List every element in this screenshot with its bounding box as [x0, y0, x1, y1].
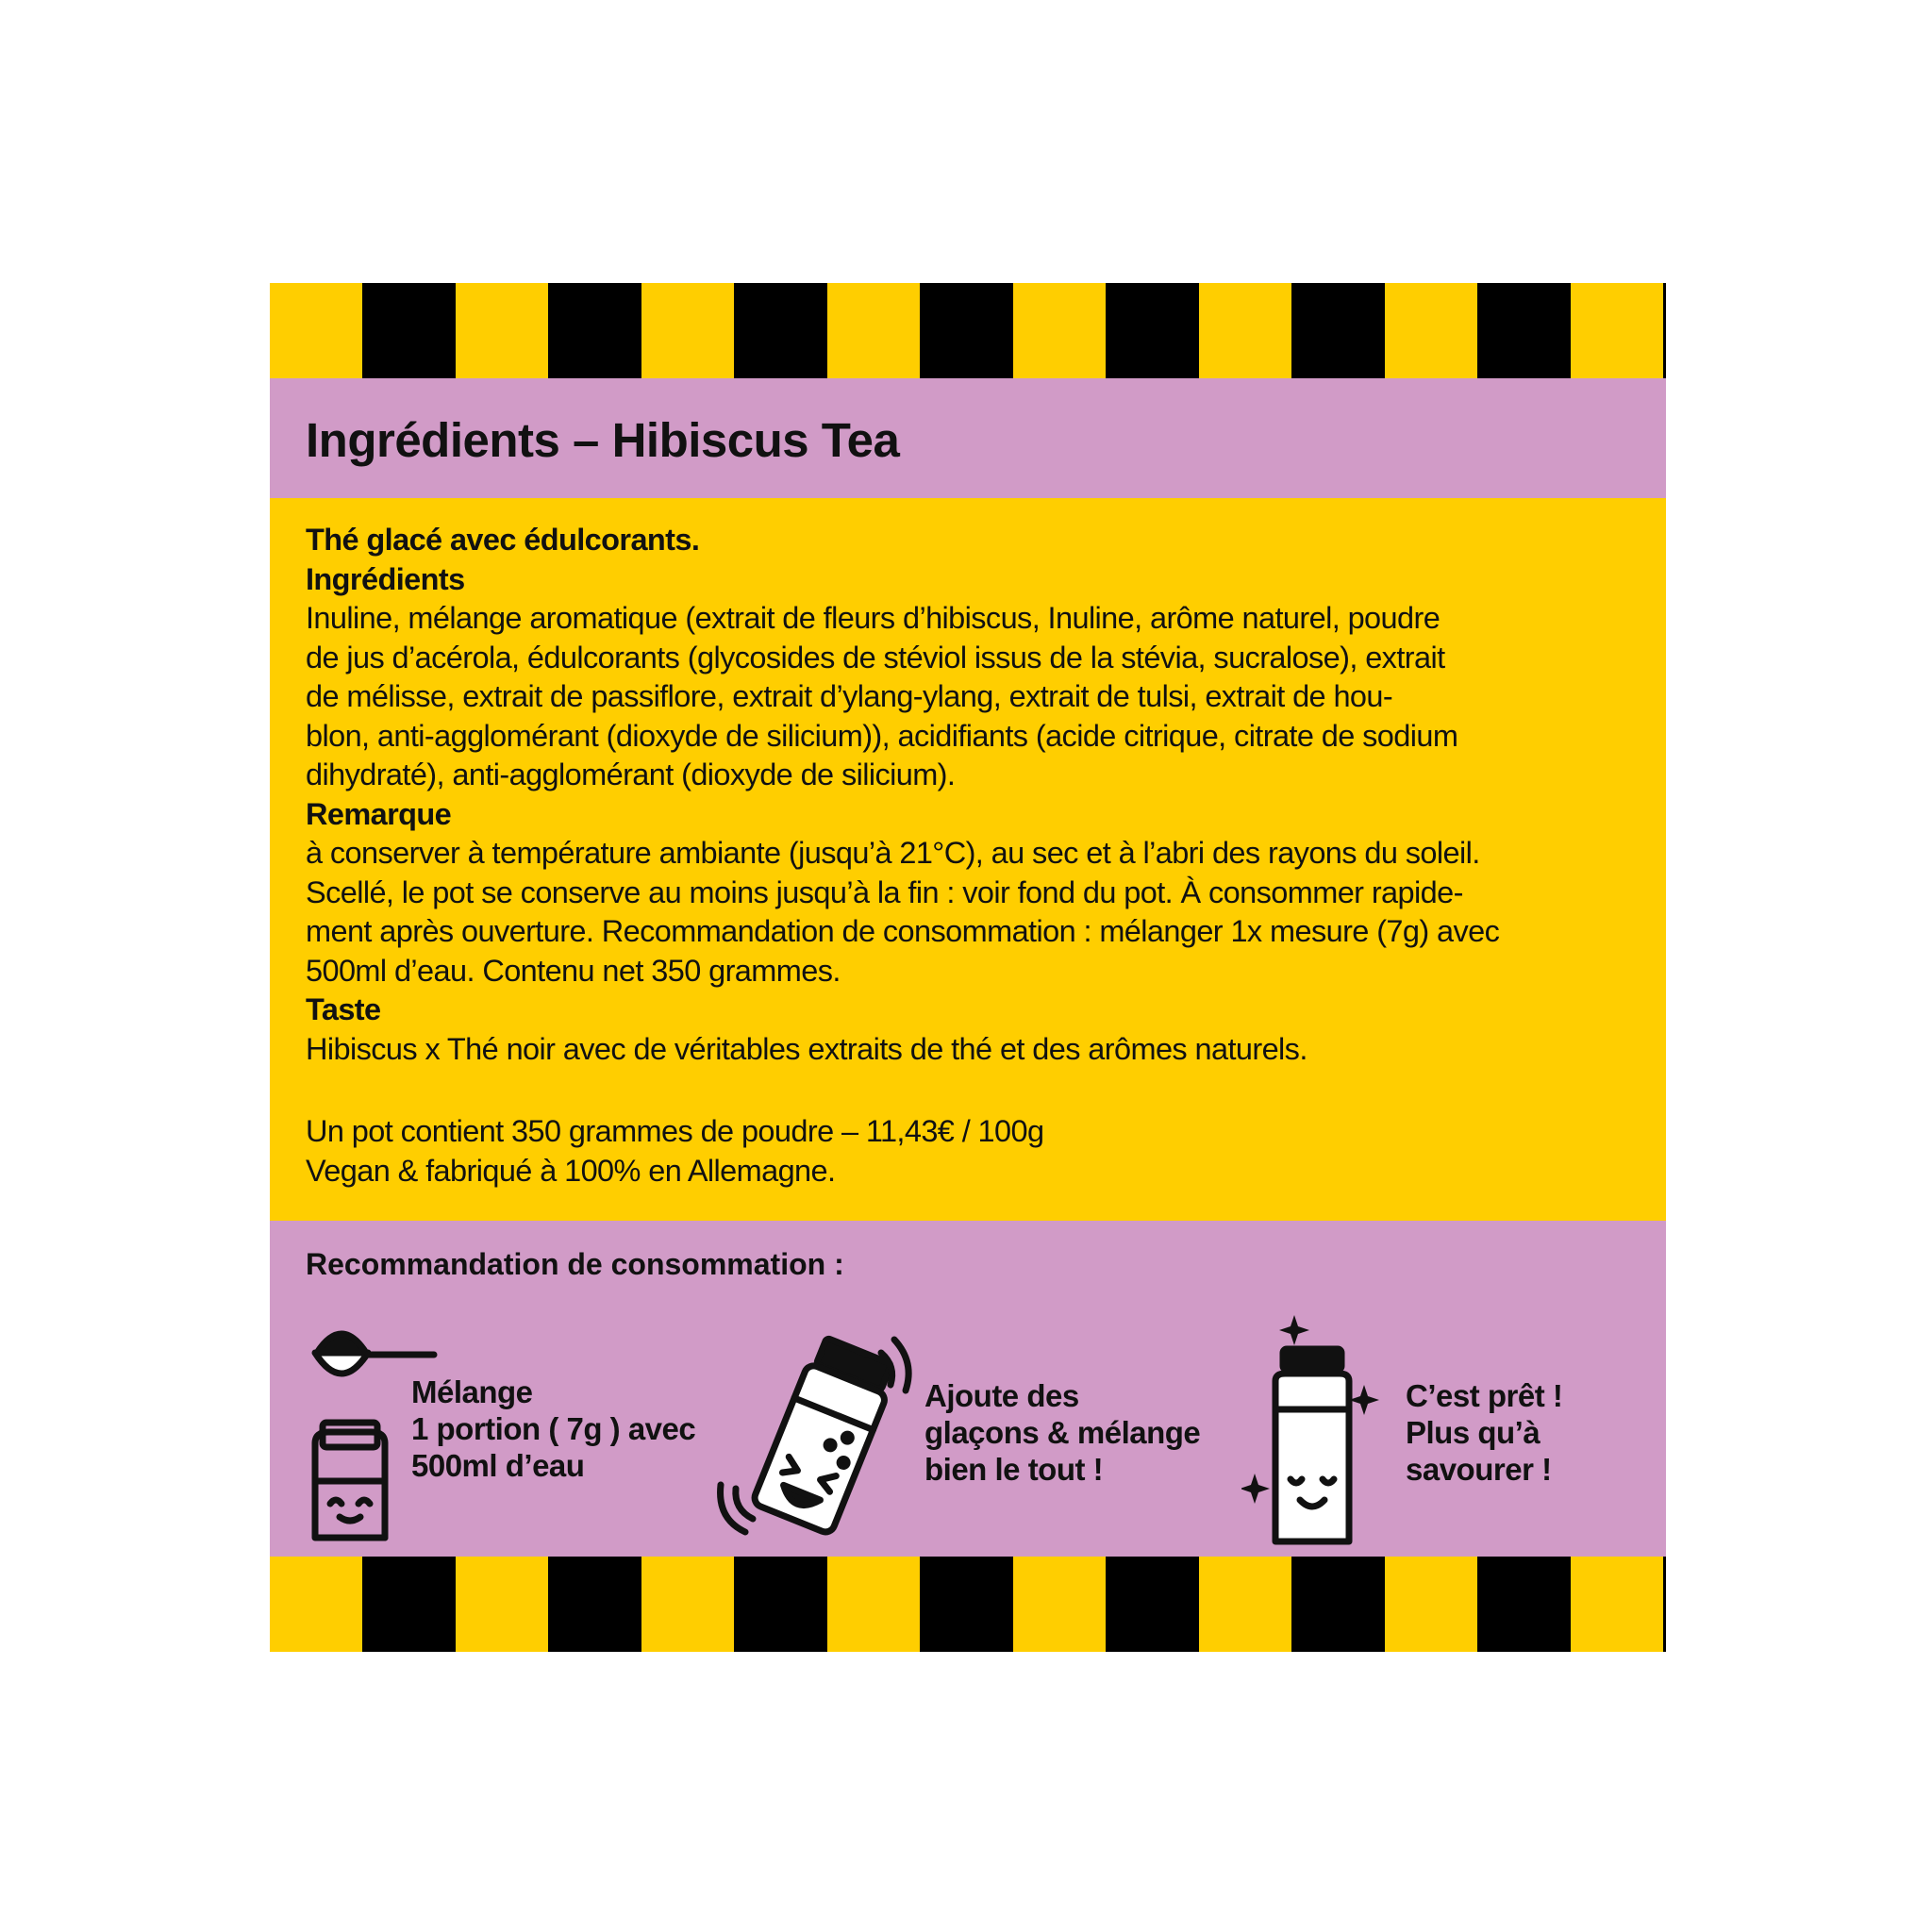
- step-text-line: savourer !: [1406, 1452, 1552, 1487]
- ingredients-line: Inuline, mélange aromatique (extrait de fleurs d’hibiscus, Inuline, arôme naturel, poudre: [306, 601, 1441, 635]
- step-text-line: Mélange: [411, 1374, 533, 1409]
- step-1-text: [411, 1374, 695, 1484]
- page-title: Ingrédients – Hibiscus Tea: [306, 413, 900, 467]
- remark-line: 500ml d’eau. Contenu net 350 grammes.: [306, 953, 841, 988]
- step-text-line: Ajoute des: [924, 1378, 1079, 1413]
- ingredients-line: de mélisse, extrait de passiflore, extrait d’ylang-ylang, extrait de tulsi, extrait de hou-: [306, 679, 1393, 713]
- recommendation-panel: [270, 1221, 1666, 1557]
- step-text-line: C’est prêt !: [1406, 1378, 1563, 1413]
- pot-info: Un pot contient 350 grammes de poudre – 11,43€ / 100g: [306, 1114, 1044, 1148]
- step-text-line: Plus qu’à: [1406, 1415, 1541, 1450]
- shaking-bottle-icon: [713, 1334, 921, 1541]
- step-text-line: 500ml d’eau: [411, 1448, 585, 1483]
- ingredients-panel: [270, 498, 1666, 1221]
- sparkle-bottle-icon: [1241, 1315, 1383, 1551]
- step-text-line: bien le tout !: [924, 1452, 1104, 1487]
- ingredients-text: [306, 521, 1645, 1191]
- ingredients-heading: Ingrédients: [306, 561, 465, 596]
- title-band: [270, 378, 1666, 498]
- step-text-line: glaçons & mélange: [924, 1415, 1201, 1450]
- step-3-text: [1406, 1377, 1562, 1488]
- step-2-text: [924, 1377, 1200, 1488]
- taste-text: Hibiscus x Thé noir avec de véritables extraits de thé et des arômes naturels.: [306, 1031, 1307, 1066]
- remark-heading: Remarque: [306, 796, 452, 831]
- step-text-line: 1 portion ( 7g ) avec: [411, 1411, 696, 1446]
- taste-heading: Taste: [306, 992, 381, 1026]
- ingredients-line: de jus d’acérola, édulcorants (glycosides de stéviol issus de la stévia, sucralose), extrait: [306, 640, 1445, 675]
- remark-line: ment après ouverture. Recommandation de consommation : mélanger 1x mesure (7g) avec: [306, 914, 1500, 948]
- product-info-card: [270, 283, 1666, 1651]
- bottom-stripe-border: [270, 1557, 1666, 1652]
- ingredients-line: blon, anti-agglomérant (dioxyde de silicium)), acidifiants (acide citrique, citrate de sodium: [306, 718, 1458, 753]
- spacer: [306, 1069, 1645, 1112]
- product-subtitle: Thé glacé avec édulcorants.: [306, 523, 700, 557]
- vegan-info: Vegan & fabriqué à 100% en Allemagne.: [306, 1153, 836, 1188]
- remark-line: Scellé, le pot se conserve au moins jusqu’à la fin : voir fond du pot. À consommer rapide-: [306, 874, 1463, 909]
- top-stripe-border: [270, 283, 1666, 378]
- ingredients-line: dihydraté), anti-agglomérant (dioxyde de silicium).: [306, 758, 956, 791]
- recommendation-title: Recommandation de consommation :: [306, 1247, 844, 1281]
- remark-line: à conserver à température ambiante (jusqu’à 21°C), au sec et à l’abri des rayons du soleil.: [306, 836, 1480, 870]
